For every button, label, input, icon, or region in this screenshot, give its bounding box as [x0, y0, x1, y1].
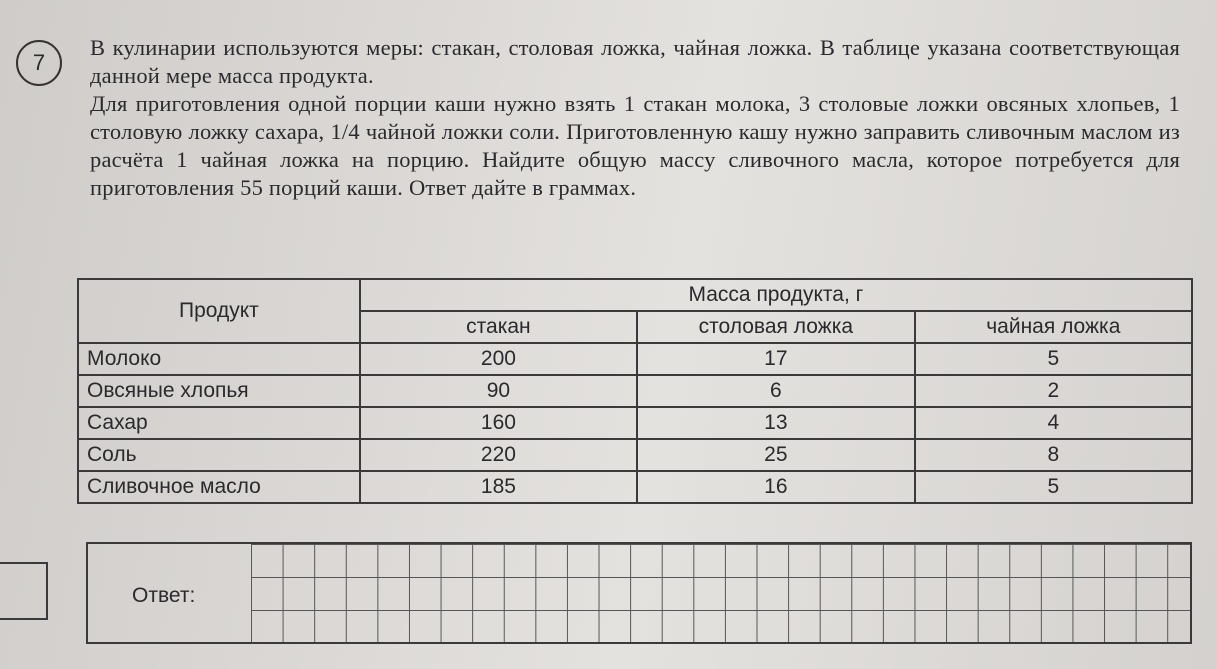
cell-teaspoon: 2	[915, 375, 1192, 407]
row-product: Сливочное масло	[78, 471, 360, 503]
cell-glass: 90	[360, 375, 637, 407]
header-teaspoon: чайная ложка	[915, 311, 1192, 343]
task-number	[16, 40, 62, 86]
table-row	[78, 439, 1192, 471]
problem-text	[90, 34, 1180, 202]
row-product: Овсяные хлопья	[78, 375, 360, 407]
cell-teaspoon: 5	[915, 471, 1192, 503]
cell-tablespoon: 17	[637, 343, 915, 375]
cell-glass: 160	[360, 407, 637, 439]
table-row	[78, 471, 1192, 503]
header-glass: стакан	[360, 311, 637, 343]
table-row	[78, 343, 1192, 375]
cell-glass: 200	[360, 343, 637, 375]
table-row	[78, 407, 1192, 439]
cell-teaspoon: 5	[915, 343, 1192, 375]
margin-box	[0, 562, 48, 620]
answer-box	[86, 542, 1192, 644]
table-row	[78, 375, 1192, 407]
problem-paragraph-1: В кулинарии используются меры: стакан, столовая ложка, чайная ложка. В таблице указана соответствующая данной мере масса продукта.	[90, 35, 1180, 88]
header-tablespoon: столовая ложка	[637, 311, 915, 343]
answer-label: Ответ:	[132, 584, 196, 607]
cell-glass: 185	[360, 471, 637, 503]
product-mass-table	[77, 278, 1193, 504]
answer-grid[interactable]	[251, 544, 1190, 642]
cell-teaspoon: 4	[915, 407, 1192, 439]
table-header-row	[78, 279, 1192, 311]
header-mass-group: Масса продукта, г	[360, 279, 1192, 311]
row-product: Соль	[78, 439, 360, 471]
cell-tablespoon: 6	[637, 375, 915, 407]
problem-paragraph-2: Для приготовления одной порции каши нужно взять 1 стакан молока, 3 столовые ложки овсяных хлопьев, 1 столовую ложку сахара, 1/4 чайной ложки соли. Приготовленную кашу нужно заправить сливочным маслом из расчёта 1 чайная ложка на порцию. Найдите общую массу сливочного масла, которое потребуется для приготовления 55 порций каши. Ответ дайте в граммах.	[90, 91, 1180, 200]
row-product: Сахар	[78, 407, 360, 439]
cell-teaspoon: 8	[915, 439, 1192, 471]
cell-tablespoon: 16	[637, 471, 915, 503]
header-product: Продукт	[78, 279, 360, 343]
task-number-text: 7	[32, 50, 46, 75]
row-product: Молоко	[78, 343, 360, 375]
cell-glass: 220	[360, 439, 637, 471]
cell-tablespoon: 25	[637, 439, 915, 471]
cell-tablespoon: 13	[637, 407, 915, 439]
